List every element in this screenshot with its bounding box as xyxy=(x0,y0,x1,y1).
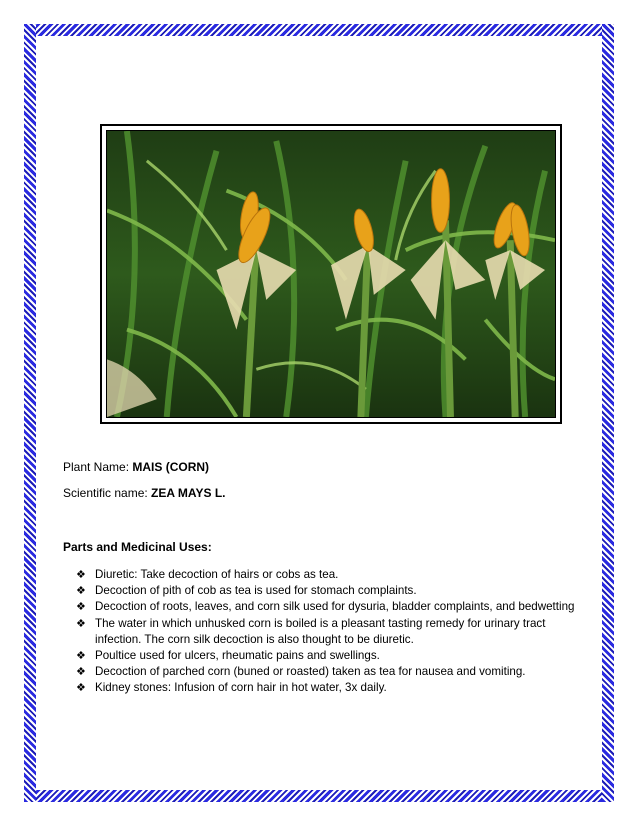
diamond-bullet-icon: ❖ xyxy=(76,601,86,614)
list-item: ❖ Kidney stones: Infusion of corn hair in hot water, 3x daily. xyxy=(72,680,592,696)
list-item: ❖ Decoction of roots, leaves, and corn silk used for dysuria, bladder complaints, and bedwetting xyxy=(72,599,592,615)
decorative-border-right xyxy=(602,24,614,802)
decorative-border-bottom xyxy=(24,790,614,802)
diamond-bullet-icon: ❖ xyxy=(76,682,86,695)
list-item: ❖ Poultice used for ulcers, rheumatic pains and swellings. xyxy=(72,648,592,664)
list-item: ❖ Decoction of parched corn (buned or roasted) taken as tea for nausea and vomiting. xyxy=(72,664,592,680)
corn-photo-frame xyxy=(100,124,562,424)
scientific-name-value: ZEA MAYS L. xyxy=(151,486,226,500)
decorative-border-left xyxy=(24,24,36,802)
list-item: ❖ Decoction of pith of cob as tea is used for stomach complaints. xyxy=(72,583,592,599)
plant-name-value: MAIS (CORN) xyxy=(132,460,210,474)
medicinal-uses-list xyxy=(72,567,592,697)
plant-name-label: Plant Name: xyxy=(63,460,130,474)
scientific-name-label: Scientific name: xyxy=(63,486,148,500)
section-heading: Parts and Medicinal Uses: xyxy=(63,540,212,554)
list-item: ❖ The water in which unhusked corn is boiled is a pleasant tasting remedy for urinary tract infection. The corn silk decoction is also thought to be diuretic. xyxy=(76,616,546,646)
diamond-bullet-icon: ❖ xyxy=(76,666,86,679)
decorative-border-top xyxy=(24,24,614,36)
scientific-name-line xyxy=(63,486,226,500)
corn-photo xyxy=(106,130,556,418)
plant-name-line xyxy=(63,460,209,474)
diamond-bullet-icon: ❖ xyxy=(76,569,86,581)
list-item: ❖ Diuretic: Take decoction of hairs or cobs as tea. xyxy=(72,567,592,583)
diamond-bullet-icon: ❖ xyxy=(76,617,86,630)
diamond-bullet-icon: ❖ xyxy=(76,650,86,663)
diamond-bullet-icon: ❖ xyxy=(76,585,86,598)
